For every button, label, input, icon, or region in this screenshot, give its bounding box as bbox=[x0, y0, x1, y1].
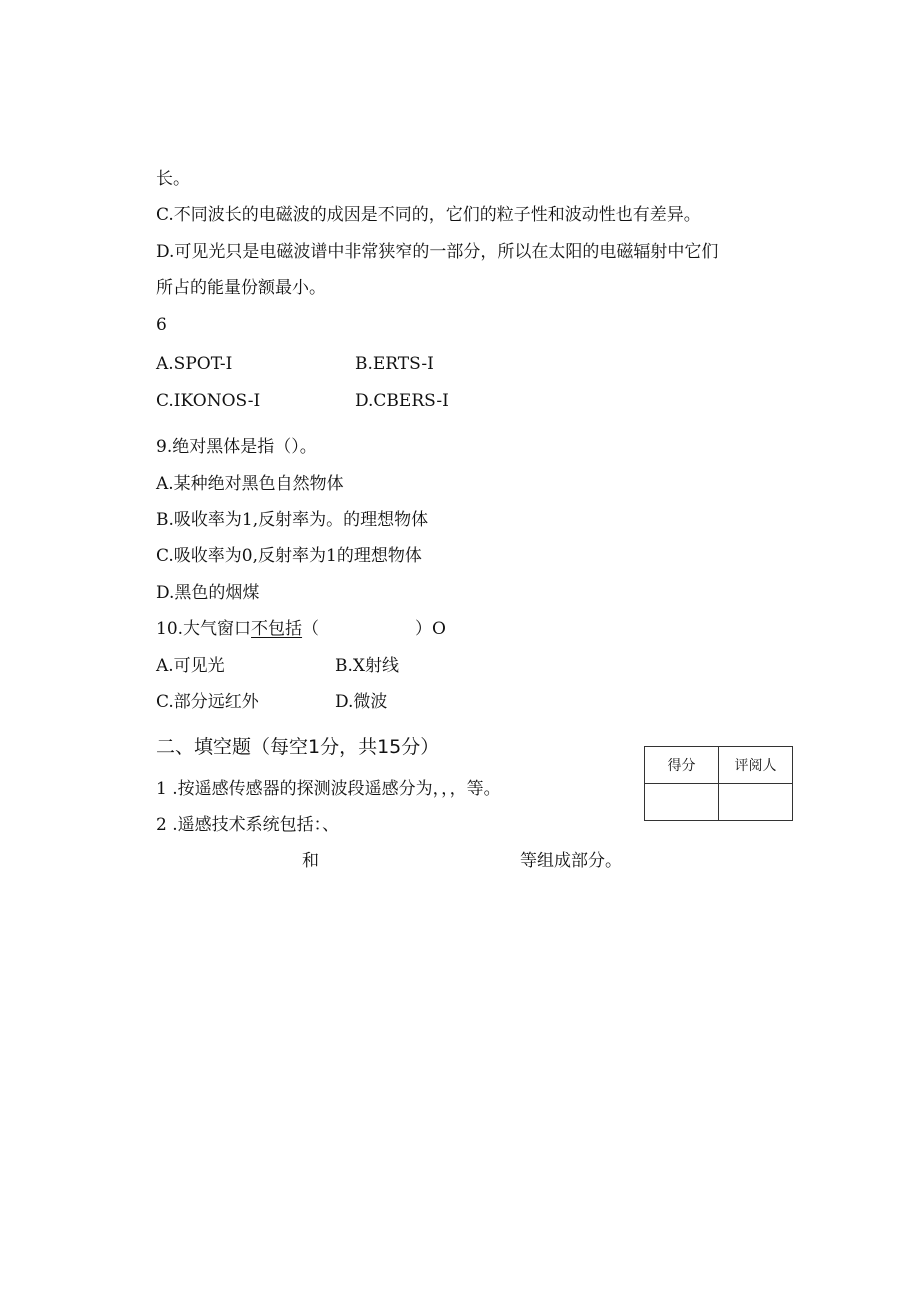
question-stem bbox=[156, 618, 446, 640]
reviewer-cell bbox=[719, 784, 793, 821]
option-c: C.不同波长的电磁波的成因是不同的，它们的粒子性和波动性也有差异。 bbox=[156, 205, 701, 225]
bracket-open: （ bbox=[302, 619, 320, 639]
fill-question-2: 2 .遥感技术系统包括：、 bbox=[156, 815, 340, 835]
question-stem: 9.绝对黑体是指（）。 bbox=[156, 437, 317, 457]
option-b: B.吸收率为1,反射率为。的理想物体 bbox=[156, 510, 429, 530]
option-c: C.吸收率为0,反射率为1的理想物体 bbox=[156, 546, 422, 566]
option-a: A.某种绝对黑色自然物体 bbox=[156, 474, 344, 494]
fill-q2-tail: 等组成部分。 bbox=[520, 851, 622, 871]
bracket-close: ）O bbox=[415, 619, 446, 639]
stem-underlined: 不包括 bbox=[251, 619, 303, 639]
option-d: D.黑色的烟煤 bbox=[156, 583, 260, 603]
option-d: D.可见光只是电磁波谱中非常狭窄的一部分，所以在太阳的电磁辐射中它们 bbox=[156, 242, 719, 262]
option-a: A.可见光 bbox=[156, 656, 225, 676]
text-line: 长。 bbox=[156, 169, 190, 189]
fill-q2-and: 和 bbox=[302, 851, 319, 871]
option-b: B.ERTS-I bbox=[355, 354, 434, 374]
option-d: D.CBERS-I bbox=[355, 391, 449, 411]
fill-question-1: 1 .按遥感传感器的探测波段遥感分为，，，等。 bbox=[156, 779, 501, 799]
score-cell bbox=[645, 784, 719, 821]
option-a: A.SPOT-I bbox=[156, 354, 233, 374]
option-d-cont: 所占的能量份额最小。 bbox=[156, 278, 326, 298]
option-b: B.X射线 bbox=[335, 656, 399, 676]
option-c: C.IKONOS-I bbox=[156, 391, 261, 411]
option-c: C.部分远红外 bbox=[156, 692, 259, 712]
score-table bbox=[644, 746, 793, 821]
section-title: 二、填空题（每空1分，共15分） bbox=[156, 736, 440, 758]
option-d: D.微波 bbox=[335, 692, 388, 712]
question-number: 6 bbox=[156, 315, 167, 335]
stem-prefix: 10.大气窗口 bbox=[156, 619, 252, 639]
reviewer-label: 评阅人 bbox=[719, 747, 793, 784]
score-label: 得分 bbox=[645, 747, 719, 784]
